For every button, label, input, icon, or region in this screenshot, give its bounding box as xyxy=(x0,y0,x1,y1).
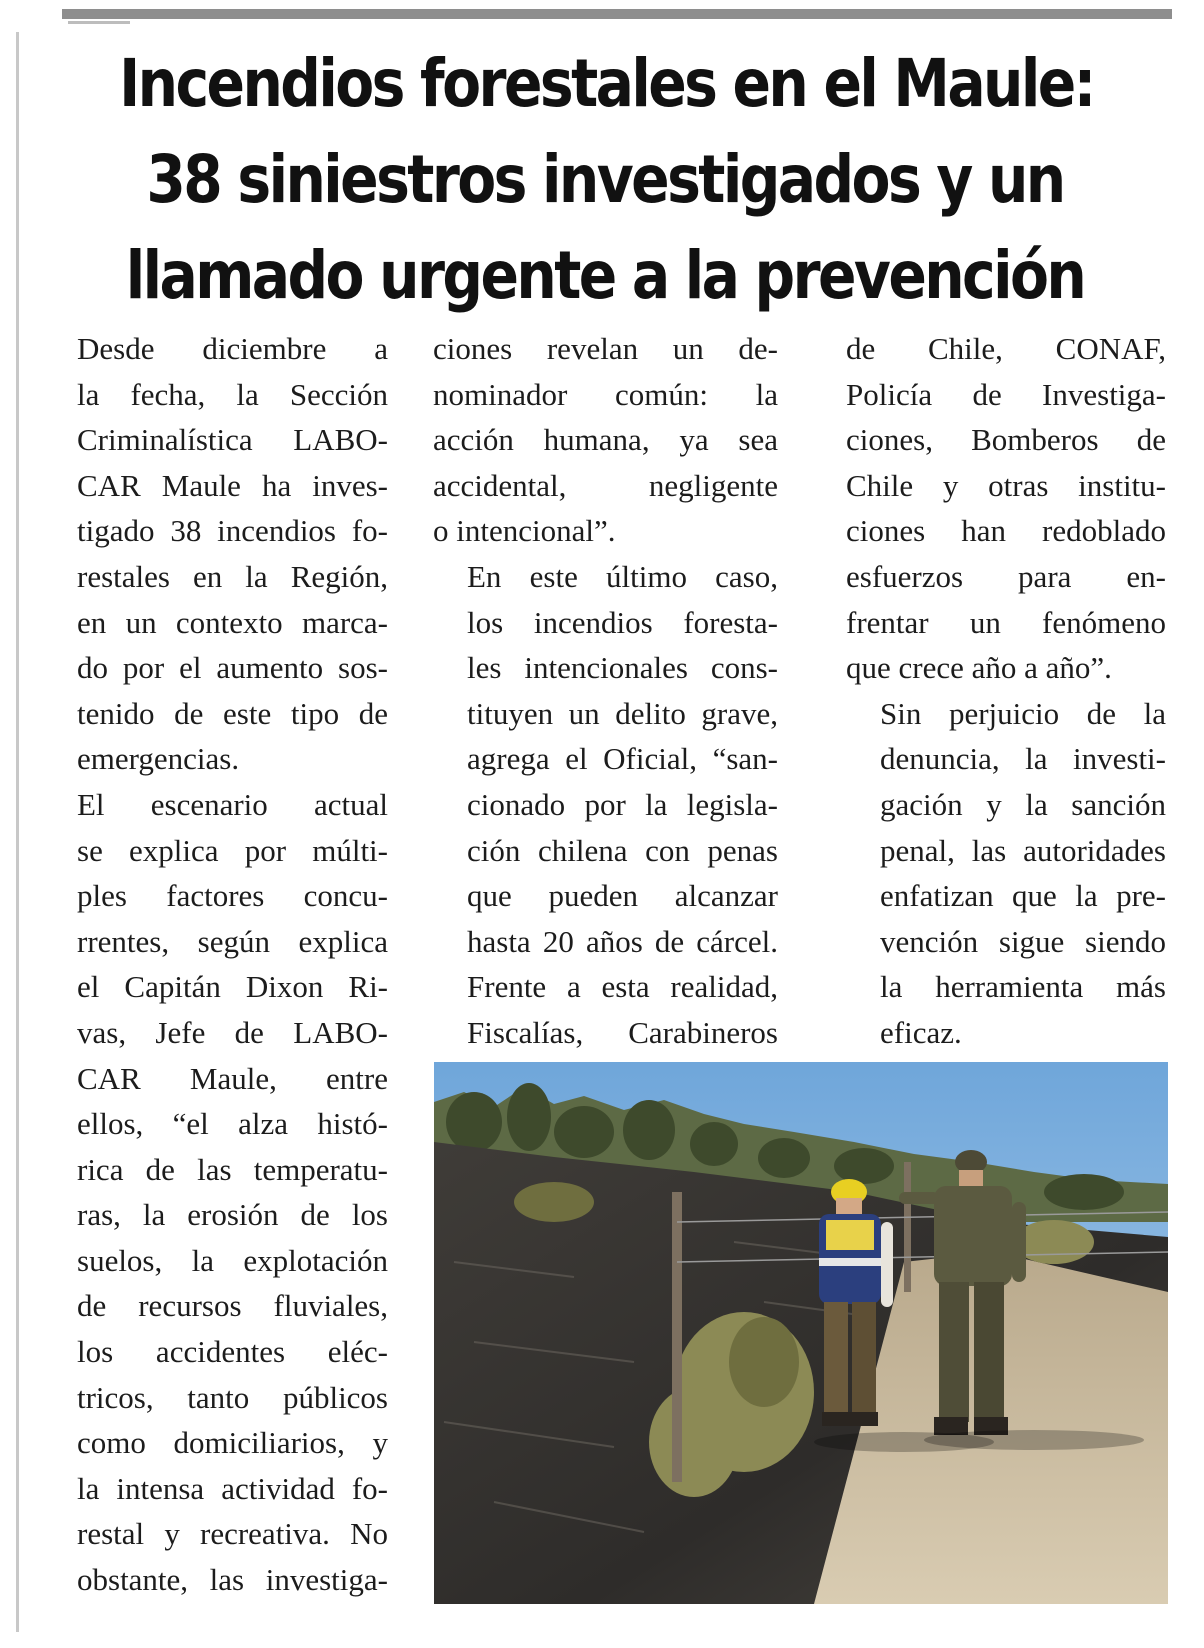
text-line: como domiciliarios, y xyxy=(77,1425,388,1461)
text-line: do por el aumento sos- xyxy=(77,650,388,686)
text-line: esfuerzos para en- xyxy=(846,558,1166,594)
paragraph xyxy=(43,782,388,1603)
text-line: ples factores concu- xyxy=(77,878,388,914)
text-line: que pueden alcanzar xyxy=(467,878,778,914)
text-line: nominador común: la xyxy=(433,376,778,412)
paragraph xyxy=(846,326,1166,691)
text-line: o intencional”. xyxy=(433,513,616,549)
text-line: los incendios foresta- xyxy=(467,604,778,640)
headline xyxy=(40,36,1170,324)
text-line: Criminalística LABO- xyxy=(77,422,388,458)
text-line: que crece año a año”. xyxy=(846,650,1112,686)
text-line: cionado por la legisla- xyxy=(467,786,778,822)
paragraph xyxy=(846,691,1166,1056)
burned-hillside-photo xyxy=(434,1062,1168,1604)
text-line: la fecha, la Sección xyxy=(77,376,388,412)
text-line: rica de las temperatu- xyxy=(77,1151,388,1187)
article-column-3 xyxy=(846,326,1166,1056)
text-line: tituyen un delito grave, xyxy=(467,695,778,731)
text-line: los accidentes eléc- xyxy=(77,1334,388,1370)
text-line: ciones han redoblado xyxy=(846,513,1166,549)
text-line: Frente a esta realidad, xyxy=(467,969,778,1005)
text-line: Chile y otras institu- xyxy=(846,467,1166,503)
text-line: penal, las autoridades xyxy=(880,832,1166,868)
text-line: enfatizan que la pre- xyxy=(880,878,1166,914)
text-line: el Capitán Dixon Ri- xyxy=(77,969,388,1005)
text-line: tricos, tanto públicos xyxy=(77,1379,388,1415)
text-line: de recursos fluviales, xyxy=(77,1288,388,1324)
top-rule-accent xyxy=(68,21,130,24)
text-line: hasta 20 años de cárcel. xyxy=(467,923,778,959)
text-line: tenido de este tipo de xyxy=(77,695,388,731)
text-line: les intencionales cons- xyxy=(467,650,778,686)
text-line: Policía de Investiga- xyxy=(846,376,1166,412)
text-line: emergencias. xyxy=(77,741,240,777)
paragraph xyxy=(43,326,388,782)
headline-line-1: Incendios forestales en el Maule: xyxy=(119,45,1094,122)
text-line: agrega el Oficial, “san- xyxy=(467,741,778,777)
text-line: CAR Maule, entre xyxy=(77,1060,388,1096)
text-line: la intensa actividad fo- xyxy=(77,1470,388,1506)
text-line: Desde diciembre a xyxy=(77,331,388,366)
paragraph xyxy=(433,554,778,1056)
headline-line-3: llamado urgente a la prevención xyxy=(125,237,1085,314)
text-line: Sin perjuicio de la xyxy=(880,695,1166,731)
text-line: gación y la sanción xyxy=(880,786,1166,822)
text-line: restal y recreativa. No xyxy=(77,1516,388,1552)
text-line: ción chilena con penas xyxy=(467,832,778,868)
text-line: en un contexto marca- xyxy=(77,604,388,640)
text-line: suelos, la explotación xyxy=(77,1242,388,1278)
text-line: acción humana, ya sea xyxy=(433,422,778,458)
text-line: se explica por múlti- xyxy=(77,832,388,868)
text-line: tigado 38 incendios fo- xyxy=(77,513,388,549)
text-line: obstante, las investiga- xyxy=(77,1562,388,1598)
top-rule xyxy=(62,9,1172,19)
text-line: la herramienta más xyxy=(880,969,1166,1005)
left-margin-rule xyxy=(16,32,19,1632)
text-line: ras, la erosión de los xyxy=(77,1197,388,1233)
text-line: El escenario actual xyxy=(77,786,388,822)
text-line: vención sigue siendo xyxy=(880,923,1166,959)
text-line: restales en la Región, xyxy=(77,558,388,594)
text-line: Fiscalías, Carabineros xyxy=(467,1014,778,1050)
text-line: ciones, Bomberos de xyxy=(846,422,1166,458)
text-line: rrentes, según explica xyxy=(77,923,388,959)
text-line: En este último caso, xyxy=(467,558,778,594)
text-line: frentar un fenómeno xyxy=(846,604,1166,640)
text-line: ellos, “el alza histó- xyxy=(77,1106,388,1142)
text-line: accidental, negligente xyxy=(433,467,778,503)
text-line: ciones revelan un de- xyxy=(433,331,778,366)
paragraph xyxy=(433,326,778,554)
article-column-1 xyxy=(43,326,388,1603)
text-line: denuncia, la investi- xyxy=(880,741,1166,777)
article-column-2 xyxy=(433,326,778,1056)
headline-line-2: 38 siniestros investigados y un xyxy=(146,141,1064,218)
text-line: de Chile, CONAF, xyxy=(846,331,1166,366)
text-line: CAR Maule ha inves- xyxy=(77,467,388,503)
text-line: eficaz. xyxy=(880,1014,962,1050)
text-line: vas, Jefe de LABO- xyxy=(77,1014,388,1050)
